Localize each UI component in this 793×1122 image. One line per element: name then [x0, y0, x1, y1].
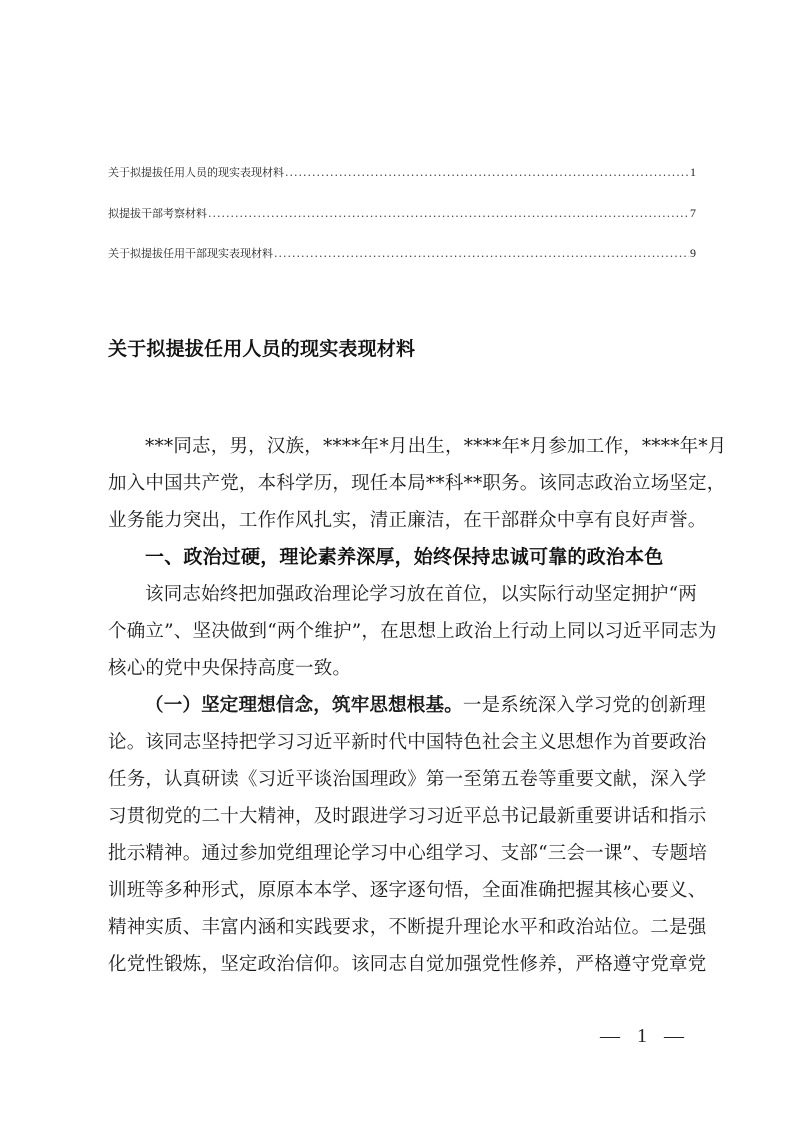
toc-leader-dots	[274, 247, 689, 260]
page-number: — 1 —	[600, 1025, 690, 1047]
toc-entry-page: 9	[690, 246, 696, 260]
subsection-first-line	[145, 691, 707, 717]
toc-leader-dots	[208, 207, 689, 220]
subsection-heading: （一）坚定理想信念，筑牢思想根基。	[145, 695, 463, 716]
intro-line: 加入中国共产党，本科学历，现任本局**科**职务。该同志政治立场坚定，	[108, 473, 726, 494]
subsection-line: 训班等多种形式，原原本本学、逐字逐句悟，全面准确把握其核心要义、	[108, 880, 707, 901]
section-heading: 一、政治过硬，理论素养深厚，始终保持忠诚可靠的政治本色	[145, 546, 664, 568]
subsection-line: 习贯彻党的二十大精神，及时跟进学习习近平总书记最新重要讲话和指示	[108, 806, 707, 827]
toc-entry[interactable]	[108, 205, 696, 221]
toc-leader-dots	[285, 166, 689, 179]
toc-entry[interactable]	[108, 245, 696, 261]
subsection-line: 论。该同志坚持把学习习近平新时代中国特色社会主义思想作为首要政治	[108, 732, 707, 753]
toc-entry[interactable]	[108, 164, 696, 180]
subsection-line: 批示精神。通过参加党组理论学习中心组学习、支部“三会一课”、专题培	[108, 843, 708, 864]
subsection-line: 精神实质、丰富内涵和实践要求，不断提升理论水平和政治站位。二是强	[108, 917, 707, 938]
document-title: 关于拟提拔任用人员的现实表现材料	[108, 338, 416, 360]
toc-entry-page: 7	[690, 206, 696, 220]
toc-entry-title: 关于拟提拔任用人员的现实表现材料	[108, 166, 284, 179]
subsection-line: 化党性锻炼，坚定政治信仰。该同志自觉加强党性修养，严格遵守党章党	[108, 954, 707, 975]
toc-entry-title: 拟提拔干部考察材料	[108, 207, 207, 220]
paragraph-line: 个确立”、坚决做到“两个维护”，在思想上政治上行动上同以习近平同志为	[108, 621, 717, 642]
subsection-text: 一是系统深入学习党的创新理	[462, 695, 707, 716]
subsection-line: 任务，认真研读《习近平谈治国理政》第一至第五卷等重要文献，深入学	[108, 769, 707, 790]
intro-line: ***同志，男，汉族，****年*月出生，****年*月参加工作，****年*月	[145, 436, 727, 457]
toc-entry-page: 1	[690, 165, 696, 179]
paragraph-line: 该同志始终把加强政治理论学习放在首位，以实际行动坚定拥护“两	[145, 584, 697, 605]
paragraph-line: 核心的党中央保持高度一致。	[108, 658, 352, 679]
toc-entry-title: 关于拟提拔任用干部现实表现材料	[108, 247, 273, 260]
intro-line: 业务能力突出，工作作风扎实，清正廉洁，在干部群众中享有良好声誉。	[108, 510, 707, 531]
